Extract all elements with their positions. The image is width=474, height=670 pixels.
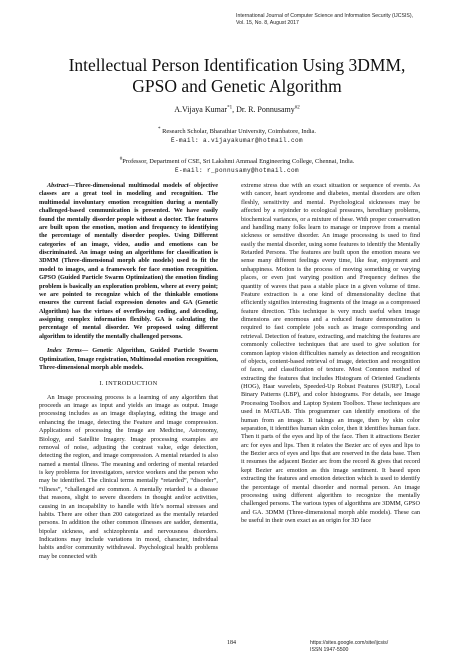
affiliation-text: Professor, Department of CSE, Sri Lakshmi Ammaal Engineering College, Chennai, India. xyxy=(122,158,355,166)
index-terms-text: — Genetic Algorithm, Guided Particle Swarm Optimization, Image registration, Multimodal emotion recognition, Three-dimensional morph able models. xyxy=(39,347,218,371)
body-paragraph: extreme stress due with an exact situation or sequence of events. As with cancer, heart syndrome and diabetes, mental disorders are often fleshly, sensitivity and mental. Psychological sicknesses may be affected by a rejoinder to ecological pressures, hereditary problems, biochemical variances, or a mixture of these. With proper conservation and handling many folks learn to manage or improve from a mental sickness or sensitive disorder. An image processing is used to find easily the mental disorder, using some features to identify the Mentally Retarded Persons. The features are built upon the emotion means we sense many different feelings every time, like fear, enjoyment and unhappiness. Motion is the process of moving something or varying places, or even just varying position and Frequency defines the quantity of waves that pass a stable place in a given volume of time. Feature extraction is a one kind of dimensionality decline that efficiently signifies interesting fragments of the image as a compressed feature direction. This technique is very much useful when image dimensions are enormous and a reduced feature demonstration is required to fast complete jobs such as image corresponding and retrieval. Detection of feature, extracting, and matching the features are commonly collective techniques that are used to give solution for common laptop vision difficulties namely as detection and recognition of objects, content-based retrieval of image, detection and recognition of faces, and classification of texture. Most Common method of extracting the features that includes Histogram of Oriented Gradients (HOG), Haar wavelets, Speeded-Up Robust Features (SURF), Local Binary Patterns (LBP), and color histograms. For details, see Image Processing Toolbox and Laptop System Toolbox. These techniques are used in MATLAB. This programmer can identify emotions of the human from an image. It takings an image, then by skin color separation, it identifies human skin color, then it identifies human face. Then it parts of the eyes and lip of the face. Then it attractions Bezier arc for eyes and lips. Then it relates the Bezier arc of eyes and lips to the Bezier arcs of eyes and lips that are reserved in the data base. Then it resumes the adjacent Bezier arc from the record & gives that record kept Bezier arc emotion as this image sentiment. It based upon extracting the features and emotion detection which is used to identify the percentage of mental disorder and normal person. An image processing using different algorithm to recognize the mentally challenged persons. The various types of algorithms are 3DMM, GPSO and GA. 3DMM (Three-dimensional morph able models). These can be useful in their own exact as an origin for 3D face xyxy=(241,182,420,524)
paper-title: Intellectual Person Identification Using 3DMM, GPSO and Genetic Algorithm xyxy=(68,55,406,96)
page-number: 184 xyxy=(227,640,236,646)
abstract-label: Abstract xyxy=(47,182,69,189)
footer-issn: ISSN 1947-5500 xyxy=(310,647,349,653)
index-terms xyxy=(39,347,218,372)
author-superscript: *1 xyxy=(227,105,233,111)
footer-url: https://sites.google.com/site/ijcsis/ xyxy=(310,640,389,646)
author-name: Dr. R. Ponnusamy xyxy=(236,105,295,114)
author-superscript: #2 xyxy=(294,105,300,111)
section-heading: I. INTRODUCTION xyxy=(99,380,158,388)
journal-header xyxy=(236,13,446,27)
affiliation-marker: * xyxy=(157,127,161,132)
abstract-text: —Three-dimensional multimodal models of objective classes are a great tool in modeling and recognition. The multimodal involuntary emotion recognition during a mentally challenged-based communication is presented. We have easily found the mentally disorder people without a doctor. The features are built upon the emotion, motion and frequency to identifying the percentage of mentally disorder peoples. Using Different categories of an image, video, audio and emotions can be discriminated. An image using an algorithms for classification is 3DMM (Three-dimensional morph able models) used to fit the model to images, and a framework for face emotion recognition. GPSO (Guided Particle Swarm Optimization) the emotion finding problem is basically an exploration problem, where at every point; we are pointed to recognize which of the thinkable emotions ensures the current facial expression denotes and GA (Genetic Algorithm) has the virtues of overflowing coding, and decoding, assigning complex information flexibly. GA is calculating the percentage of mental disorder. We proposed using different algorithm to identify the mentally challenged persons. xyxy=(39,182,218,340)
affiliation-text: Research Scholar, Bharathiar University, Coimbatore, India. xyxy=(162,128,316,136)
affiliation-block xyxy=(0,125,474,146)
author-separator: , xyxy=(232,105,237,114)
author-line xyxy=(0,105,474,114)
left-column xyxy=(39,182,218,561)
journal-name: International Journal of Computer Science and Information Security (IJCSIS), xyxy=(236,13,414,19)
footer-info xyxy=(310,640,389,654)
journal-volume: Vol. 15, No. 8, August 2017 xyxy=(236,20,299,26)
abstract xyxy=(39,182,218,341)
author-email: E-mail: r_ponnusamy@hotmail.com xyxy=(174,167,300,175)
affiliation-marker: # xyxy=(119,157,123,162)
author-name: A.Vijaya Kumar xyxy=(174,105,228,114)
affiliation-block xyxy=(0,155,474,176)
author-email: E-mail: a.vijayakumar@hotmail.com xyxy=(170,137,304,145)
right-column xyxy=(241,182,420,525)
index-terms-label: Index Terms xyxy=(47,347,82,355)
body-paragraph: An Image processing process is a learning of any algorithm that proceeds an image as input and yields an image as output. Image processing includes as an image displaying, editing the image and enhancing the image, detecting the Feature and image compression. Applications of processing the Image are Medicine, Astronomy, Biology, and Satellite Imagery. Image processing examples are removal of noise, adjusting the contrast value, edge detection, detecting the region, and image compression. A mental retarded is also named a mental illness. The meaning and ordering of mental retarded is key problems for investigators, service workers and the person who may be identified. The clinical terms mentally “retarded”, “disorder”, “illness”, “challenged are common. A mentally retarded is a disease that reasons, slight to severe disorders in thought and/or activities, causing in an incapability to handle with life’s normal stresses and habits. There are other than 200 categorized as the mentally retarded persons. In addition the other common illnesses are sadder, dementia, bipolar sickness, and schizophrenia and nervousness disorders. Indications may include variations in mood, character, individual habits and/or community withdrawal. Psychological health problems may be connected with xyxy=(39,393,218,560)
